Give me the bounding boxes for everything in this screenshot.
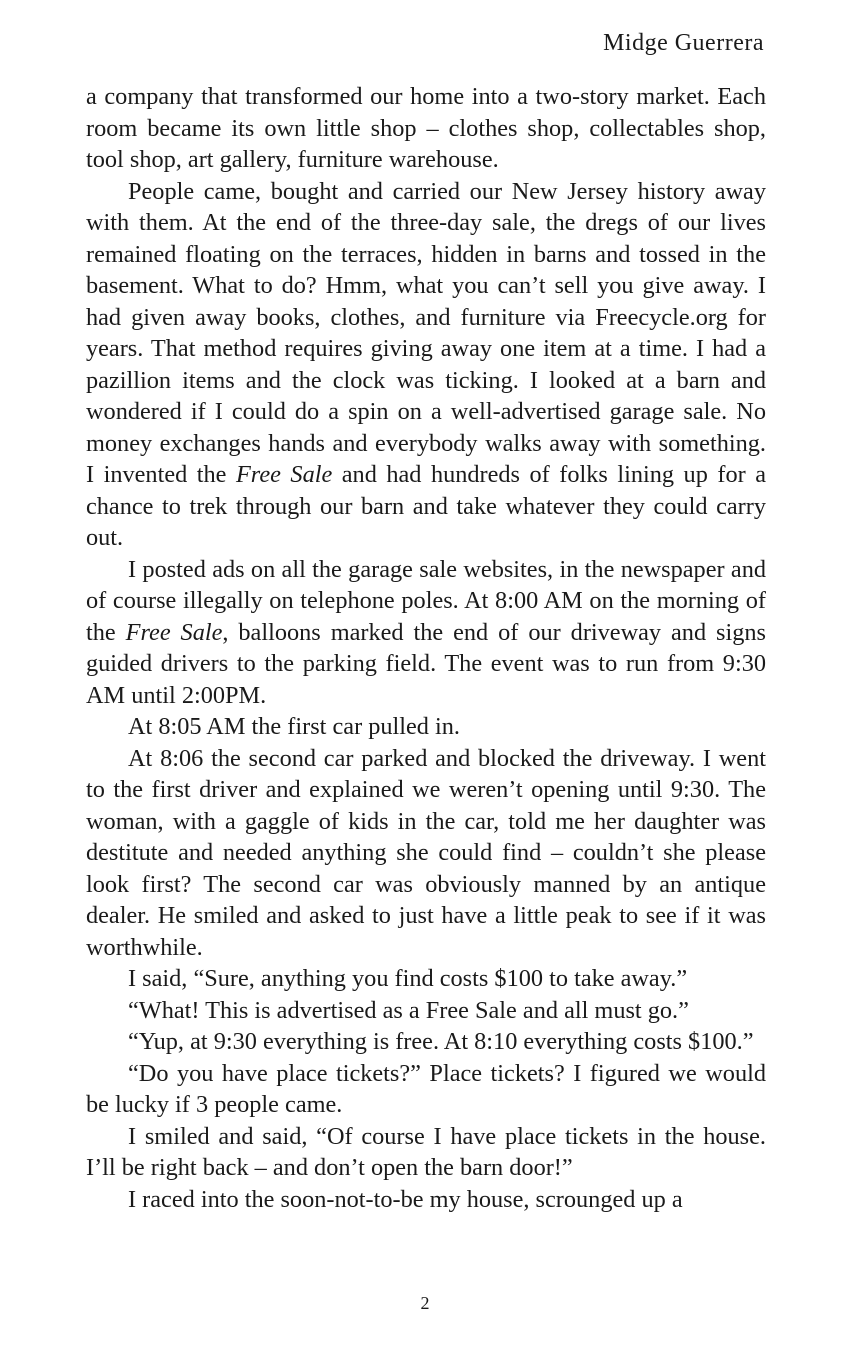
paragraph: I posted ads on all the garage sale websites, in the newspaper and of course illegally on telephone poles. At 8:00 AM on the morning of the Free Sale, balloons marked the end of our driveway and signs guided drivers to the parking field. The event was to run from 9:30 AM until 2:00PM. (86, 555, 767, 709)
paragraph: “Do you have place tickets?” Place tickets? I figured we would be lucky if 3 people came. (86, 1059, 766, 1118)
paragraph: “Yup, at 9:30 everything is free. At 8:10 everything costs $100.” (128, 1028, 754, 1055)
body-text (86, 81, 766, 1215)
paragraph: I said, “Sure, anything you find costs $100 to take away.” (128, 965, 688, 992)
running-head: Midge Guerrera (603, 30, 764, 56)
paragraph: “What! This is advertised as a Free Sale and all must go.” (128, 996, 689, 1024)
paragraph: a company that transformed our home into a two-story market. Each room became its own little shop – clothes shop, collectables shop, tool shop, art gallery, furniture warehouse. (86, 83, 766, 173)
paragraph: People came, bought and carried our New Jersey history away with them. At the end of the three-day sale, the dregs of our lives remained floating on the terraces, hidden in barns and tossed in the basement. What to do? Hmm, what you can’t sell you give away. I had given away books, clothes, and furniture via Freecycle.org for years. That method requires giving away one item at a time. I had a pazillion items and the clock was ticking. I looked at a barn and wondered if I could do a spin on a well-advertised garage sale. No money exchanges hands and everybody walks away with something. I invented the Free Sale and had hundreds of folks lining up for a chance to trek through our barn and take whatever they could carry out. (86, 177, 766, 551)
italic-title: Free Sale (125, 618, 223, 646)
italic-title: Free Sale (235, 461, 333, 488)
paragraph: At 8:06 the second car parked and blocked the driveway. I went to the first driver and explained we weren’t opening until 9:30. The woman, with a gaggle of kids in the car, told me her daughter was destitute and needed anything she could find – couldn’t she please look first? The second car was obviously manned by an antique dealer. He smiled and asked to just have a little peak to see if it was worthwhile. (86, 744, 766, 961)
paragraph: At 8:05 AM the first car pulled in. (128, 713, 461, 740)
page-number: 2 (420, 1293, 430, 1313)
paragraph: I raced into the soon-not-to-be my house, scrounged up a (128, 1185, 683, 1213)
paragraph: I smiled and said, “Of course I have place tickets in the house. I’ll be right back – and don’t open the barn door!” (86, 1122, 766, 1181)
